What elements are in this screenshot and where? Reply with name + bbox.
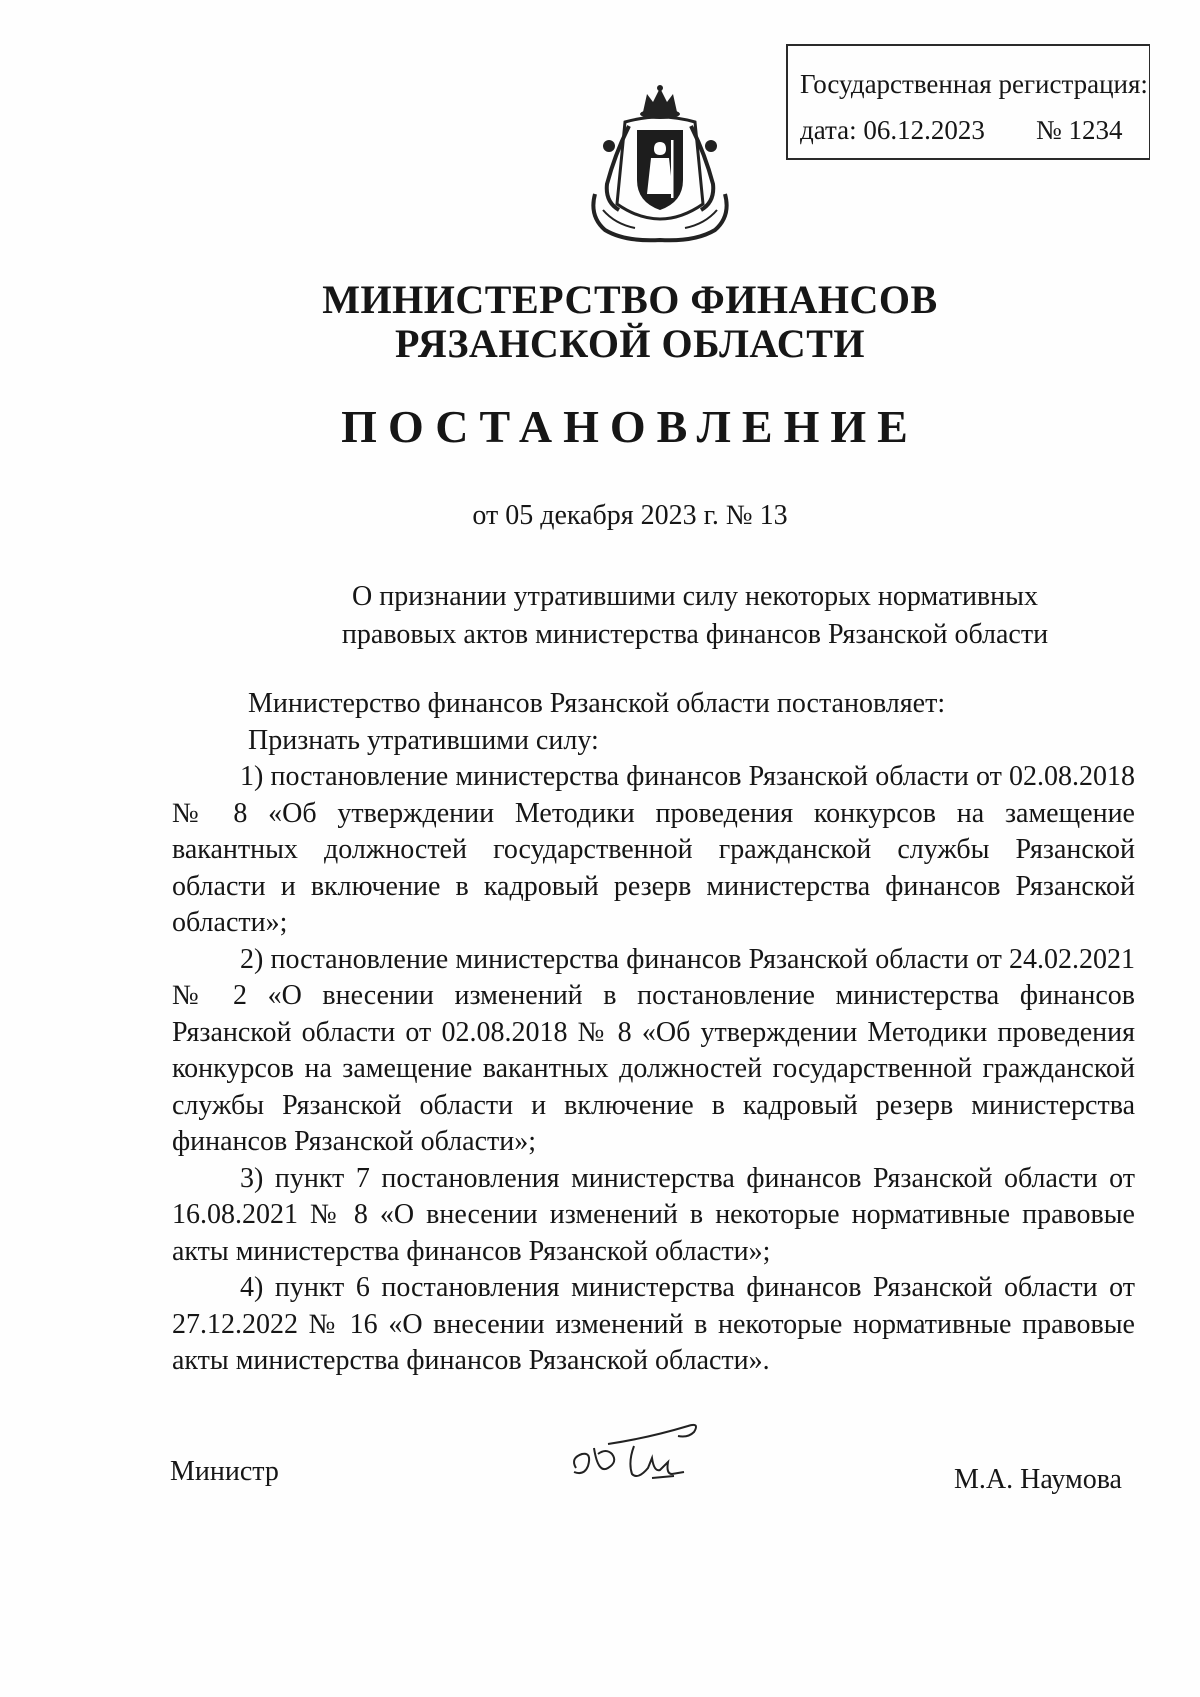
document-subject (330, 578, 1060, 654)
signer-name: М.А. Наумова (954, 1464, 1122, 1495)
registration-stamp (786, 44, 1150, 160)
registration-number: № 1234 (1036, 115, 1123, 145)
document-type-title: ПОСТАНОВЛЕНИЕ (341, 401, 919, 452)
signer-title: Министр (170, 1456, 279, 1487)
list-item: 2) постановление министерства финансов Рязанской области от 24.02.2021 № 2 «О внесении изменений в постановление министерства финансов Рязанской области от 02.08.2018 № 8 «Об утверждении Методики проведения конкурсов на замещение вакантных должностей государственной гражданской службы Рязанской области и включение в кадровый резерв министерства финансов Рязанской области»; (172, 943, 1135, 1157)
ministry-name-line1: МИНИСТЕРСТВО ФИНАНСОВ (322, 277, 938, 322)
subject-line2: правовых актов министерства финансов Рязанской области (341, 619, 1049, 650)
body-lead: Признать утратившими силу: (248, 724, 599, 756)
document-date-number: от 05 декабря 2023 г. № 13 (472, 500, 788, 531)
registration-date: дата: 06.12.2023 (800, 115, 985, 145)
list-item: 4) пункт 6 постановления министерства финансов Рязанской области от 27.12.2022 № 16 «О внесении изменений в некоторые нормативные правовые акты министерства финансов Рязанской области». (172, 1272, 1135, 1376)
registration-title: Государственная регистрация: (800, 69, 1148, 99)
list-item: 3) пункт 7 постановления министерства финансов Рязанской области от 16.08.2021 № 8 «О внесении изменений в некоторые нормативные правовые акты министерства финансов Рязанской области»; (172, 1162, 1135, 1267)
list-item: 1) постановление министерства финансов Рязанской области от 02.08.2018 № 8 «Об утверждении Методики проведения конкурсов на замещение вакантных должностей государственной гражданской службы Рязанской области и включение в кадровый резерв министерства финансов Рязанской области»; (172, 761, 1135, 938)
coat-of-arms-icon (585, 84, 735, 244)
subject-line1: О признании утратившими силу некоторых нормативных (352, 581, 1038, 612)
ministry-name-line2: РЯЗАНСКОЙ ОБЛАСТИ (394, 321, 865, 366)
handwritten-signature (568, 1418, 708, 1498)
document-body (172, 686, 1135, 1380)
body-intro: Министерство финансов Рязанской области постановляет: (248, 688, 946, 719)
